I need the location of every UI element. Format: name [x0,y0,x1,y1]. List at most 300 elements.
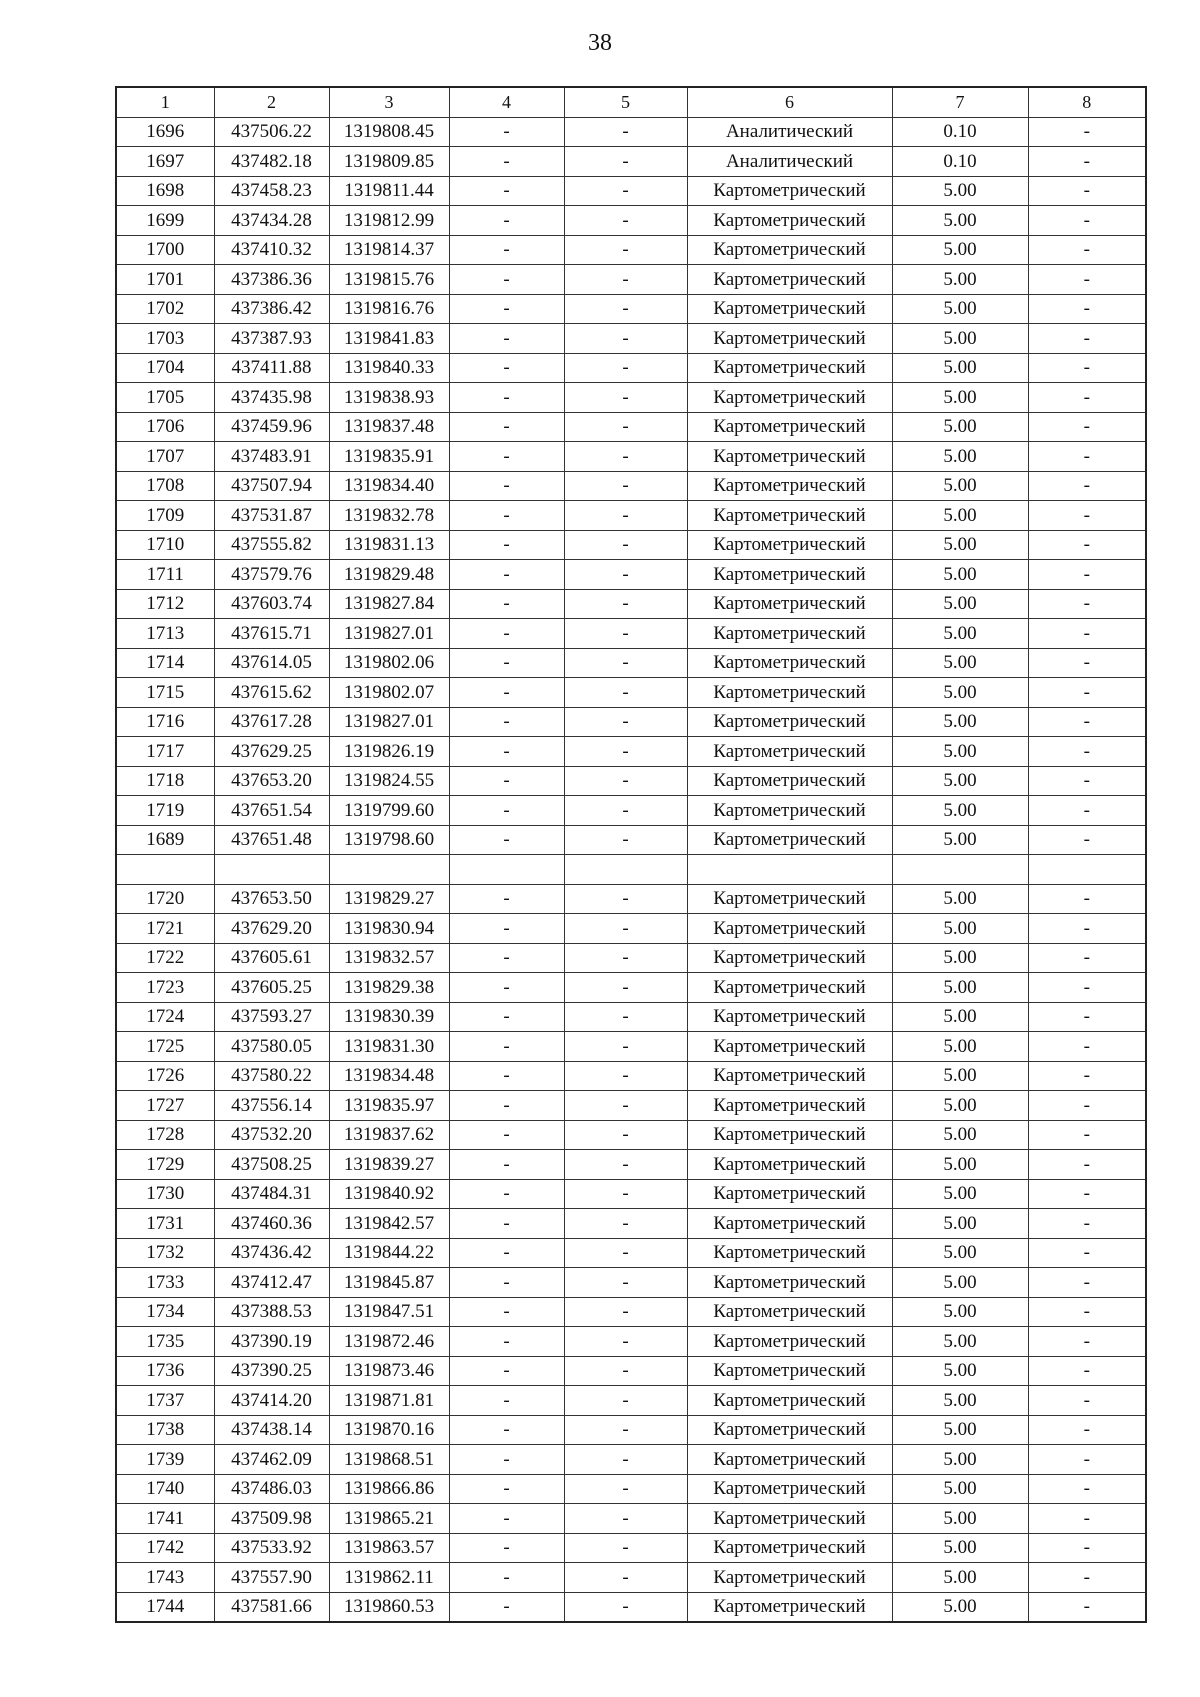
accuracy-cell: 5.00 [892,471,1028,501]
table-row [116,1091,1146,1121]
col4-cell: - [449,884,564,914]
col5-cell: - [564,943,687,973]
x-coordinate-cell: 437629.20 [214,914,329,944]
y-coordinate-cell: 1319870.16 [329,1415,449,1445]
col5-cell: - [564,383,687,413]
col8-cell: - [1028,176,1146,206]
method-cell: Картометрический [687,383,892,413]
col4-cell: - [449,412,564,442]
col8-cell: - [1028,383,1146,413]
y-coordinate-cell: 1319862.11 [329,1563,449,1593]
col8-cell: - [1028,1268,1146,1298]
y-coordinate-cell: 1319832.57 [329,943,449,973]
y-coordinate-cell: 1319827.01 [329,707,449,737]
method-cell: Картометрический [687,884,892,914]
col4-cell: - [449,206,564,236]
y-coordinate-cell: 1319830.94 [329,914,449,944]
table-row [116,294,1146,324]
y-coordinate-cell: 1319814.37 [329,235,449,265]
y-coordinate-cell: 1319831.13 [329,530,449,560]
table-row [116,1150,1146,1180]
x-coordinate-cell: 437579.76 [214,560,329,590]
method-cell: Картометрический [687,1445,892,1475]
table-row [116,1386,1146,1416]
y-coordinate-cell: 1319834.48 [329,1061,449,1091]
point-number-cell: 1699 [116,206,214,236]
point-number-cell: 1698 [116,176,214,206]
x-coordinate-cell: 437653.50 [214,884,329,914]
col8-cell: - [1028,1120,1146,1150]
col4-cell: - [449,1533,564,1563]
col4-cell: - [449,1268,564,1298]
y-coordinate-cell: 1319809.85 [329,147,449,177]
method-cell: Картометрический [687,442,892,472]
accuracy-cell: 5.00 [892,1474,1028,1504]
x-coordinate-cell: 437438.14 [214,1415,329,1445]
accuracy-cell: 5.00 [892,1504,1028,1534]
method-cell: Картометрический [687,914,892,944]
accuracy-cell: 5.00 [892,412,1028,442]
col8-cell: - [1028,501,1146,531]
accuracy-cell: 5.00 [892,973,1028,1003]
point-number-cell: 1739 [116,1445,214,1475]
y-coordinate-cell [329,855,449,885]
col4-cell: - [449,560,564,590]
table-row [116,825,1146,855]
table-row [116,648,1146,678]
col4-cell: - [449,1504,564,1534]
x-coordinate-cell: 437533.92 [214,1533,329,1563]
table-body [116,117,1146,1622]
col5-cell: - [564,1238,687,1268]
accuracy-cell: 5.00 [892,943,1028,973]
y-coordinate-cell: 1319829.48 [329,560,449,590]
x-coordinate-cell: 437390.19 [214,1327,329,1357]
col8-cell: - [1028,324,1146,354]
table-row [116,589,1146,619]
col5-cell: - [564,1563,687,1593]
col8-cell: - [1028,796,1146,826]
y-coordinate-cell: 1319802.06 [329,648,449,678]
x-coordinate-cell: 437462.09 [214,1445,329,1475]
header-row [116,87,1146,117]
point-number-cell: 1718 [116,766,214,796]
point-number-cell: 1710 [116,530,214,560]
method-cell: Картометрический [687,1297,892,1327]
x-coordinate-cell: 437509.98 [214,1504,329,1534]
accuracy-cell: 5.00 [892,1032,1028,1062]
col5-cell: - [564,1592,687,1622]
accuracy-cell: 5.00 [892,294,1028,324]
col8-cell [1028,855,1146,885]
table-row [116,1474,1146,1504]
accuracy-cell: 5.00 [892,766,1028,796]
y-coordinate-cell: 1319842.57 [329,1209,449,1239]
x-coordinate-cell: 437615.71 [214,619,329,649]
point-number-cell: 1696 [116,117,214,147]
table-row [116,1120,1146,1150]
y-coordinate-cell: 1319863.57 [329,1533,449,1563]
col4-cell: - [449,501,564,531]
col5-cell: - [564,796,687,826]
col5-cell: - [564,235,687,265]
table-row [116,1533,1146,1563]
method-cell: Картометрический [687,1179,892,1209]
col4-cell: - [449,619,564,649]
accuracy-cell: 5.00 [892,1179,1028,1209]
accuracy-cell: 5.00 [892,1150,1028,1180]
col5-cell: - [564,1032,687,1062]
x-coordinate-cell: 437653.20 [214,766,329,796]
accuracy-cell: 5.00 [892,1120,1028,1150]
x-coordinate-cell: 437386.42 [214,294,329,324]
accuracy-cell: 5.00 [892,914,1028,944]
accuracy-cell: 5.00 [892,1592,1028,1622]
col4-cell: - [449,471,564,501]
table-row [116,1445,1146,1475]
x-coordinate-cell: 437580.22 [214,1061,329,1091]
method-cell: Картометрический [687,353,892,383]
accuracy-cell: 5.00 [892,1356,1028,1386]
accuracy-cell: 5.00 [892,1002,1028,1032]
method-cell: Аналитический [687,147,892,177]
col8-cell: - [1028,530,1146,560]
method-cell: Картометрический [687,1120,892,1150]
col8-cell: - [1028,914,1146,944]
accuracy-cell: 0.10 [892,117,1028,147]
col4-cell: - [449,353,564,383]
accuracy-cell: 5.00 [892,648,1028,678]
coordinates-table [115,86,1147,1623]
col4-cell: - [449,294,564,324]
y-coordinate-cell: 1319831.30 [329,1032,449,1062]
y-coordinate-cell: 1319827.84 [329,589,449,619]
x-coordinate-cell: 437460.36 [214,1209,329,1239]
col4-cell: - [449,1356,564,1386]
table-row [116,1297,1146,1327]
x-coordinate-cell: 437483.91 [214,442,329,472]
col5-cell: - [564,589,687,619]
y-coordinate-cell: 1319866.86 [329,1474,449,1504]
accuracy-cell: 5.00 [892,1238,1028,1268]
col8-cell: - [1028,973,1146,1003]
point-number-cell: 1741 [116,1504,214,1534]
point-number-cell: 1723 [116,973,214,1003]
method-cell: Картометрический [687,589,892,619]
column-header: 1 [116,87,214,117]
col8-cell: - [1028,1592,1146,1622]
table-row [116,117,1146,147]
y-coordinate-cell: 1319830.39 [329,1002,449,1032]
x-coordinate-cell: 437593.27 [214,1002,329,1032]
x-coordinate-cell: 437557.90 [214,1563,329,1593]
accuracy-cell [892,855,1028,885]
col8-cell: - [1028,884,1146,914]
col5-cell: - [564,324,687,354]
x-coordinate-cell: 437617.28 [214,707,329,737]
column-header: 2 [214,87,329,117]
x-coordinate-cell: 437556.14 [214,1091,329,1121]
y-coordinate-cell: 1319860.53 [329,1592,449,1622]
col8-cell: - [1028,412,1146,442]
y-coordinate-cell: 1319829.38 [329,973,449,1003]
col8-cell: - [1028,1061,1146,1091]
point-number-cell: 1716 [116,707,214,737]
col5-cell: - [564,884,687,914]
col4-cell: - [449,1474,564,1504]
accuracy-cell: 5.00 [892,1415,1028,1445]
accuracy-cell: 5.00 [892,176,1028,206]
accuracy-cell: 5.00 [892,884,1028,914]
point-number-cell: 1715 [116,678,214,708]
col5-cell: - [564,1533,687,1563]
table-row [116,943,1146,973]
col5-cell: - [564,442,687,472]
x-coordinate-cell: 437603.74 [214,589,329,619]
col8-cell: - [1028,560,1146,590]
point-number-cell: 1733 [116,1268,214,1298]
method-cell: Картометрический [687,678,892,708]
y-coordinate-cell: 1319840.92 [329,1179,449,1209]
col5-cell: - [564,1297,687,1327]
accuracy-cell: 5.00 [892,1091,1028,1121]
table-row [116,707,1146,737]
y-coordinate-cell: 1319835.97 [329,1091,449,1121]
col8-cell: - [1028,589,1146,619]
point-number-cell: 1721 [116,914,214,944]
method-cell: Картометрический [687,619,892,649]
point-number-cell: 1720 [116,884,214,914]
method-cell: Картометрический [687,825,892,855]
col4-cell: - [449,1032,564,1062]
col5-cell: - [564,678,687,708]
col5-cell: - [564,353,687,383]
point-number-cell: 1742 [116,1533,214,1563]
method-cell: Картометрический [687,530,892,560]
col8-cell: - [1028,1002,1146,1032]
col5-cell: - [564,501,687,531]
col4-cell: - [449,1061,564,1091]
col4-cell: - [449,265,564,295]
col8-cell: - [1028,147,1146,177]
method-cell: Картометрический [687,943,892,973]
col5-cell: - [564,1504,687,1534]
method-cell: Картометрический [687,1238,892,1268]
col5-cell: - [564,560,687,590]
method-cell [687,855,892,885]
y-coordinate-cell: 1319841.83 [329,324,449,354]
col8-cell: - [1028,235,1146,265]
point-number-cell: 1700 [116,235,214,265]
col4-cell: - [449,1592,564,1622]
point-number-cell: 1731 [116,1209,214,1239]
method-cell: Картометрический [687,1150,892,1180]
accuracy-cell: 5.00 [892,324,1028,354]
x-coordinate-cell: 437386.36 [214,265,329,295]
col8-cell: - [1028,1297,1146,1327]
method-cell: Картометрический [687,973,892,1003]
col5-cell: - [564,648,687,678]
col8-cell: - [1028,265,1146,295]
point-number-cell: 1735 [116,1327,214,1357]
point-number-cell: 1724 [116,1002,214,1032]
col8-cell: - [1028,1504,1146,1534]
x-coordinate-cell: 437614.05 [214,648,329,678]
method-cell: Картометрический [687,1504,892,1534]
x-coordinate-cell: 437411.88 [214,353,329,383]
col4-cell: - [449,1297,564,1327]
table-row [116,353,1146,383]
point-number-cell: 1705 [116,383,214,413]
col5-cell: - [564,1179,687,1209]
col8-cell: - [1028,294,1146,324]
col5-cell: - [564,117,687,147]
col8-cell: - [1028,678,1146,708]
table-row [116,1238,1146,1268]
y-coordinate-cell: 1319840.33 [329,353,449,383]
col4-cell: - [449,1327,564,1357]
x-coordinate-cell: 437459.96 [214,412,329,442]
accuracy-cell: 5.00 [892,678,1028,708]
accuracy-cell: 5.00 [892,265,1028,295]
method-cell: Картометрический [687,737,892,767]
method-cell: Картометрический [687,1091,892,1121]
accuracy-cell: 5.00 [892,589,1028,619]
point-number-cell: 1697 [116,147,214,177]
col5-cell: - [564,206,687,236]
page-number: 38 [588,30,612,56]
table-row [116,1061,1146,1091]
accuracy-cell: 5.00 [892,560,1028,590]
method-cell: Картометрический [687,501,892,531]
point-number-cell: 1719 [116,796,214,826]
table-row [116,973,1146,1003]
table-row [116,265,1146,295]
point-number-cell [116,855,214,885]
point-number-cell: 1702 [116,294,214,324]
y-coordinate-cell: 1319847.51 [329,1297,449,1327]
table-row [116,1327,1146,1357]
col5-cell: - [564,1386,687,1416]
col4-cell: - [449,1150,564,1180]
point-number-cell: 1711 [116,560,214,590]
col8-cell: - [1028,206,1146,236]
col4-cell: - [449,589,564,619]
table-row [116,383,1146,413]
accuracy-cell: 5.00 [892,796,1028,826]
method-cell: Картометрический [687,560,892,590]
col5-cell [564,855,687,885]
col5-cell: - [564,1474,687,1504]
col4-cell: - [449,235,564,265]
accuracy-cell: 5.00 [892,1061,1028,1091]
col5-cell: - [564,1061,687,1091]
method-cell: Картометрический [687,265,892,295]
col4-cell: - [449,176,564,206]
col8-cell: - [1028,1533,1146,1563]
col5-cell: - [564,412,687,442]
col5-cell: - [564,1415,687,1445]
method-cell: Картометрический [687,1032,892,1062]
col5-cell: - [564,1209,687,1239]
y-coordinate-cell: 1319839.27 [329,1150,449,1180]
y-coordinate-cell: 1319829.27 [329,884,449,914]
table-row [116,412,1146,442]
x-coordinate-cell: 437580.05 [214,1032,329,1062]
col5-cell: - [564,265,687,295]
col4-cell: - [449,1002,564,1032]
y-coordinate-cell: 1319812.99 [329,206,449,236]
method-cell: Картометрический [687,471,892,501]
point-number-cell: 1736 [116,1356,214,1386]
col4-cell: - [449,914,564,944]
accuracy-cell: 5.00 [892,206,1028,236]
x-coordinate-cell: 437555.82 [214,530,329,560]
method-cell: Картометрический [687,1474,892,1504]
point-number-cell: 1689 [116,825,214,855]
point-number-cell: 1717 [116,737,214,767]
x-coordinate-cell: 437486.03 [214,1474,329,1504]
point-number-cell: 1701 [116,265,214,295]
y-coordinate-cell: 1319835.91 [329,442,449,472]
y-coordinate-cell: 1319871.81 [329,1386,449,1416]
method-cell: Картометрический [687,1002,892,1032]
col4-cell: - [449,383,564,413]
method-cell: Картометрический [687,206,892,236]
table-row [116,176,1146,206]
point-number-cell: 1712 [116,589,214,619]
point-number-cell: 1743 [116,1563,214,1593]
col4-cell: - [449,1120,564,1150]
x-coordinate-cell: 437581.66 [214,1592,329,1622]
table-row [116,737,1146,767]
table-row [116,1563,1146,1593]
x-coordinate-cell: 437414.20 [214,1386,329,1416]
col8-cell: - [1028,1091,1146,1121]
col4-cell: - [449,147,564,177]
accuracy-cell: 5.00 [892,619,1028,649]
table-row [116,147,1146,177]
y-coordinate-cell: 1319837.62 [329,1120,449,1150]
table-row [116,619,1146,649]
y-coordinate-cell: 1319872.46 [329,1327,449,1357]
column-header: 3 [329,87,449,117]
x-coordinate-cell: 437388.53 [214,1297,329,1327]
col8-cell: - [1028,825,1146,855]
point-number-cell: 1707 [116,442,214,472]
col4-cell: - [449,678,564,708]
table-row [116,766,1146,796]
y-coordinate-cell: 1319845.87 [329,1268,449,1298]
accuracy-cell: 5.00 [892,353,1028,383]
method-cell: Картометрический [687,176,892,206]
point-number-cell: 1730 [116,1179,214,1209]
table-row [116,442,1146,472]
col8-cell: - [1028,943,1146,973]
x-coordinate-cell: 437390.25 [214,1356,329,1386]
col8-cell: - [1028,707,1146,737]
method-cell: Картометрический [687,1533,892,1563]
y-coordinate-cell: 1319816.76 [329,294,449,324]
method-cell: Картометрический [687,1268,892,1298]
col4-cell: - [449,1209,564,1239]
y-coordinate-cell: 1319802.07 [329,678,449,708]
table-row [116,1415,1146,1445]
table-row [116,855,1146,885]
method-cell: Картометрический [687,324,892,354]
col4-cell: - [449,825,564,855]
y-coordinate-cell: 1319811.44 [329,176,449,206]
